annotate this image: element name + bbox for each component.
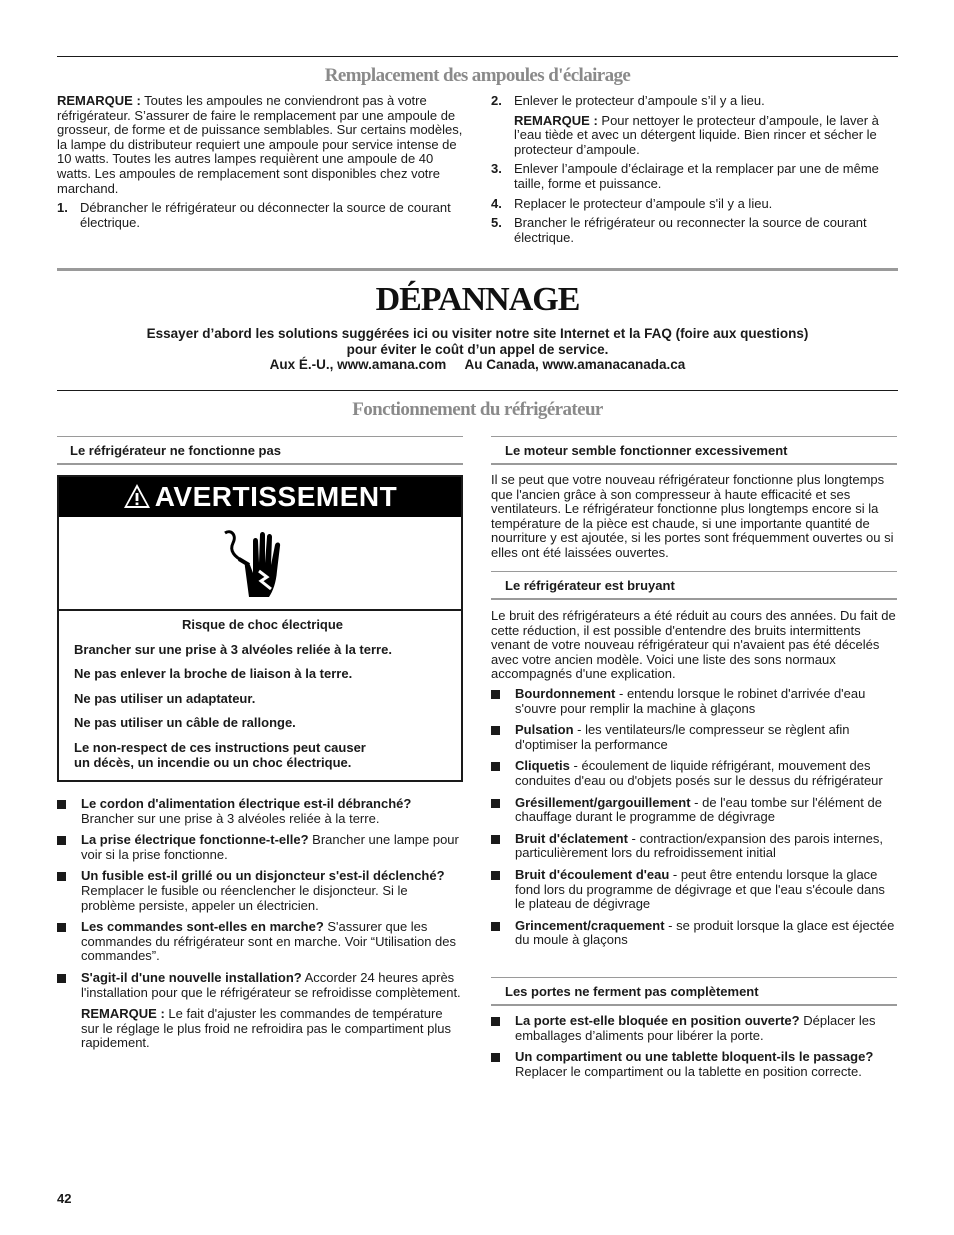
- subhead-rule-bottom: [57, 463, 463, 465]
- bulb-step-4: [491, 197, 897, 212]
- warning-triangle-icon: [123, 483, 151, 509]
- subhead-rule-bottom: [491, 598, 897, 600]
- subhead-rule-top: [491, 977, 897, 978]
- subhead-rule-bottom: [491, 463, 897, 465]
- warning-line: Ne pas enlever la broche de liaison à la terre.: [74, 666, 353, 682]
- section-title-operation: Fonctionnement du réfrigérateur: [352, 399, 603, 420]
- list-item: [491, 796, 897, 825]
- intro-line-1: Essayer d’abord les solutions suggérées ici ou visiter notre site Internet et la FAQ (foire aux questions): [146, 326, 809, 341]
- noise-name: Bruit d'écoulement d'eau: [515, 866, 670, 882]
- list-item: [57, 833, 461, 862]
- bullet-square-icon: [57, 923, 66, 932]
- bullet-square-icon: [491, 1053, 500, 1062]
- step-number: 3.: [491, 161, 502, 177]
- list-item: [491, 687, 897, 716]
- item-question: La prise électrique fonctionne-t-elle?: [81, 832, 309, 848]
- item-answer: Remplacer le fusible ou réenclencher le disjoncteur. Si le problème persiste, appeler un électricien.: [81, 882, 408, 913]
- list-item: [491, 832, 897, 861]
- bullet-square-icon: [491, 871, 500, 880]
- remarque-text: Toutes les ampoules ne conviendront pas à votre réfrigérateur. S’assurer de faire le remplacement par une ampoule de grosseur, de forme et de puissance semblables. Sur certains modèles, la lampe du distributeur requiert une ampoule pour service intense de 10 watts. Toutes les autres lampes requièrent une ampoule de 40 watts. Les ampoules de remplacement sont disponibles chez votre marchand.: [57, 93, 463, 196]
- troubleshoot-intro: [57, 326, 898, 373]
- step-text: Enlever l’ampoule d’éclairage et la remplacer par une de même taille, forme et puissance.: [514, 161, 879, 191]
- subhead-rule-top: [491, 436, 897, 437]
- item-question: Un fusible est-il grillé ou un disjoncteur s'est-il déclenché?: [81, 868, 445, 884]
- bulb-step-1: [57, 201, 463, 230]
- noisy-paragraph: Le bruit des réfrigérateurs a été réduit au cours des années. Du fait de cette réduction, il est possible d'entendre des bruits intermittents venant de votre nouveau réfrigérateur qui n'avaient pas été décelés avec votre ancien modèle. Voici une liste des sons normaux accompagnés d'une explication.: [491, 608, 896, 682]
- warning-box: [57, 475, 463, 782]
- step-text: Brancher le réfrigérateur ou reconnecter la source de courant électrique.: [514, 215, 867, 245]
- bullet-square-icon: [491, 690, 500, 699]
- note-text: Pour nettoyer le protecteur d’ampoule, le laver à l’eau tiède et avec un détergent liquide. Bien rincer et sécher le protecteur d’ampoule.: [514, 112, 879, 157]
- bullet-square-icon: [491, 1017, 500, 1026]
- noise-name: Cliquetis: [515, 758, 570, 774]
- noise-name: Grésillement/gargouillement: [515, 794, 691, 810]
- step-text: Débrancher le réfrigérateur ou déconnecter la source de courant électrique.: [80, 200, 451, 230]
- noise-name: Bourdonnement: [515, 685, 616, 701]
- item-answer: Brancher une lampe pour voir si la prise fonctionne.: [81, 832, 459, 862]
- bulb-step-5: [491, 216, 897, 245]
- page-title: DÉPANNAGE: [375, 281, 580, 318]
- subhead-noisy: Le réfrigérateur est bruyant: [505, 578, 675, 593]
- subhead-rule-bottom: [491, 1004, 897, 1006]
- section-title-bulbs: Remplacement des ampoules d'éclairage: [324, 65, 631, 86]
- noise-explanation: - contraction/expansion des parois internes, particulièrement lors du refroidissement initial: [515, 830, 883, 861]
- warning-line: Brancher sur une prise à 3 alvéoles reliée à la terre.: [74, 641, 392, 657]
- list-item: [57, 971, 461, 1051]
- cold-setting-note: [81, 1007, 461, 1051]
- list-item: [491, 759, 897, 788]
- noisy-section: [491, 609, 897, 948]
- step-text: Enlever le protecteur d’ampoule s’il y a lieu.: [514, 93, 765, 108]
- list-item: [491, 1050, 897, 1079]
- bulb-step-3: [491, 162, 897, 191]
- noise-name: Pulsation: [515, 722, 574, 738]
- bullet-square-icon: [57, 974, 66, 983]
- item-answer: Accorder 24 heures après l'installation pour que le réfrigérateur se refroidisse complètement.: [81, 969, 461, 1000]
- bulbs-left-column: [57, 94, 463, 230]
- warning-icon-area: [59, 517, 461, 611]
- item-question: Le cordon d'alimentation électrique est-il débranché?: [81, 796, 412, 811]
- item-question: La porte est-elle bloquée en position ouverte?: [515, 1013, 800, 1028]
- subhead-not-running: Le réfrigérateur ne fonctionne pas: [70, 443, 281, 458]
- intro-line-2: pour éviter le coût d’un appel de service.: [346, 341, 609, 357]
- note-text: Le fait d'ajuster les commandes de température sur le réglage le plus froid ne refroidira pas le compartiment plus rapidement.: [81, 1006, 451, 1051]
- bullet-square-icon: [57, 836, 66, 845]
- noise-explanation: - entendu lorsque le robinet d'arrivée d'eau s'ouvre pour remplir la machine à glaçons: [515, 685, 866, 716]
- list-item: [57, 920, 461, 964]
- noise-explanation: - les ventilateurs/le compresseur se règlent afin d'optimiser la performance: [515, 722, 850, 752]
- subhead-motor: Le moteur semble fonctionner excessivement: [505, 443, 788, 458]
- item-answer: Brancher sur une prise à 3 alvéoles reliée à la terre.: [81, 810, 380, 826]
- remarque-label: REMARQUE :: [57, 93, 141, 108]
- note-label: REMARQUE :: [81, 1006, 165, 1022]
- warning-line: Ne pas utiliser un câble de rallonge.: [74, 715, 296, 731]
- note-label: REMARQUE :: [514, 112, 598, 128]
- item-question: S'agit-il d'une nouvelle installation?: [81, 969, 302, 985]
- bullet-square-icon: [491, 835, 500, 844]
- step-number: 5.: [491, 215, 502, 231]
- subhead-rule-top: [57, 436, 463, 437]
- warning-final-2: un décès, un incendie ou un choc électrique.: [74, 754, 352, 770]
- item-answer: Déplacer les emballages d’aliments pour libérer la porte.: [515, 1013, 876, 1043]
- subhead-doors: Les portes ne ferment pas complètement: [505, 984, 759, 999]
- item-answer: Replacer le compartiment ou la tablette en position correcte.: [515, 1063, 862, 1079]
- warning-final-1: Le non-respect de ces instructions peut causer: [74, 739, 366, 755]
- noise-explanation: - écoulement de liquide réfrigérant, mouvement des conduites d'eau ou d'objets posés sur le dessus du réfrigérateur: [515, 758, 883, 788]
- item-answer: S'assurer que les commandes du réfrigérateur sont en marche. Voir “Utilisation des commandes”.: [81, 919, 457, 964]
- noise-name: Bruit d'éclatement: [515, 830, 628, 846]
- bullet-square-icon: [491, 922, 500, 931]
- not-running-checklist: [57, 797, 461, 1051]
- item-question: Un compartiment ou une tablette bloquent-ils le passage?: [515, 1049, 874, 1065]
- warning-risk: Risque de choc électrique: [181, 617, 344, 632]
- step-number: 4.: [491, 195, 502, 211]
- list-item: [57, 869, 461, 913]
- page-number: 42: [57, 1191, 72, 1206]
- noise-explanation: - de l'eau tombe sur l'élément de chauffage durant le programme de dégivrage: [515, 794, 882, 825]
- top-rule: [57, 56, 898, 57]
- list-item: [491, 919, 897, 948]
- list-item: [491, 868, 897, 912]
- doors-checklist: [491, 1014, 897, 1079]
- noise-name: Grincement/craquement: [515, 917, 665, 933]
- noise-explanation: - se produit lorsque la glace est éjectée du moule à glaçons: [515, 917, 895, 948]
- warning-header-text: AVERTISSEMENT: [154, 481, 398, 512]
- motor-paragraph: Il se peut que votre nouveau réfrigérateur fonctionne plus longtemps que l'ancien grâce à son compresseur à haute efficacité et ses ventilateurs. Le réfrigérateur fonctionne plus longtemps encore si la température de la pièce est chaude, si une importante quantité de nourriture y est ajoutée, si les portes sont fréquemment ouvertes ou si elles ont été laissées ouvertes.: [491, 472, 894, 560]
- bullet-square-icon: [491, 799, 500, 808]
- bullet-square-icon: [57, 872, 66, 881]
- step-text: Replacer le protecteur d’ampoule s'il y a lieu.: [514, 195, 773, 211]
- list-item: [57, 797, 461, 826]
- step2-note: [514, 114, 897, 158]
- list-item: [491, 1014, 897, 1043]
- bulb-step-2: [491, 94, 897, 157]
- list-item: [491, 723, 897, 752]
- warning-final: [74, 741, 451, 770]
- step-number: 2.: [491, 93, 502, 108]
- section-divider: [57, 268, 898, 271]
- warning-header: [59, 477, 461, 517]
- bullet-square-icon: [491, 762, 500, 771]
- bullet-square-icon: [491, 726, 500, 735]
- subhead-rule-top: [491, 571, 897, 572]
- noise-explanation: - peut être entendu lorsque la glace fond lors du programme de dégivrage et que l'eau s'écoule dans le plateau de dégivrage: [515, 866, 885, 912]
- warning-line: Ne pas utiliser un adaptateur.: [74, 690, 256, 706]
- warning-text: [74, 618, 451, 770]
- step-number: 1.: [57, 200, 68, 216]
- bulbs-right-column: [491, 94, 897, 245]
- intro-rule: [57, 390, 898, 391]
- bulbs-remarque: [57, 94, 463, 196]
- item-question: Les commandes sont-elles en marche?: [81, 919, 324, 935]
- bullet-square-icon: [57, 800, 66, 809]
- electric-shock-hand-icon: [217, 527, 287, 601]
- intro-line-3: Aux É.-U., www.amana.com Au Canada, www.amanacanada.ca: [269, 357, 686, 372]
